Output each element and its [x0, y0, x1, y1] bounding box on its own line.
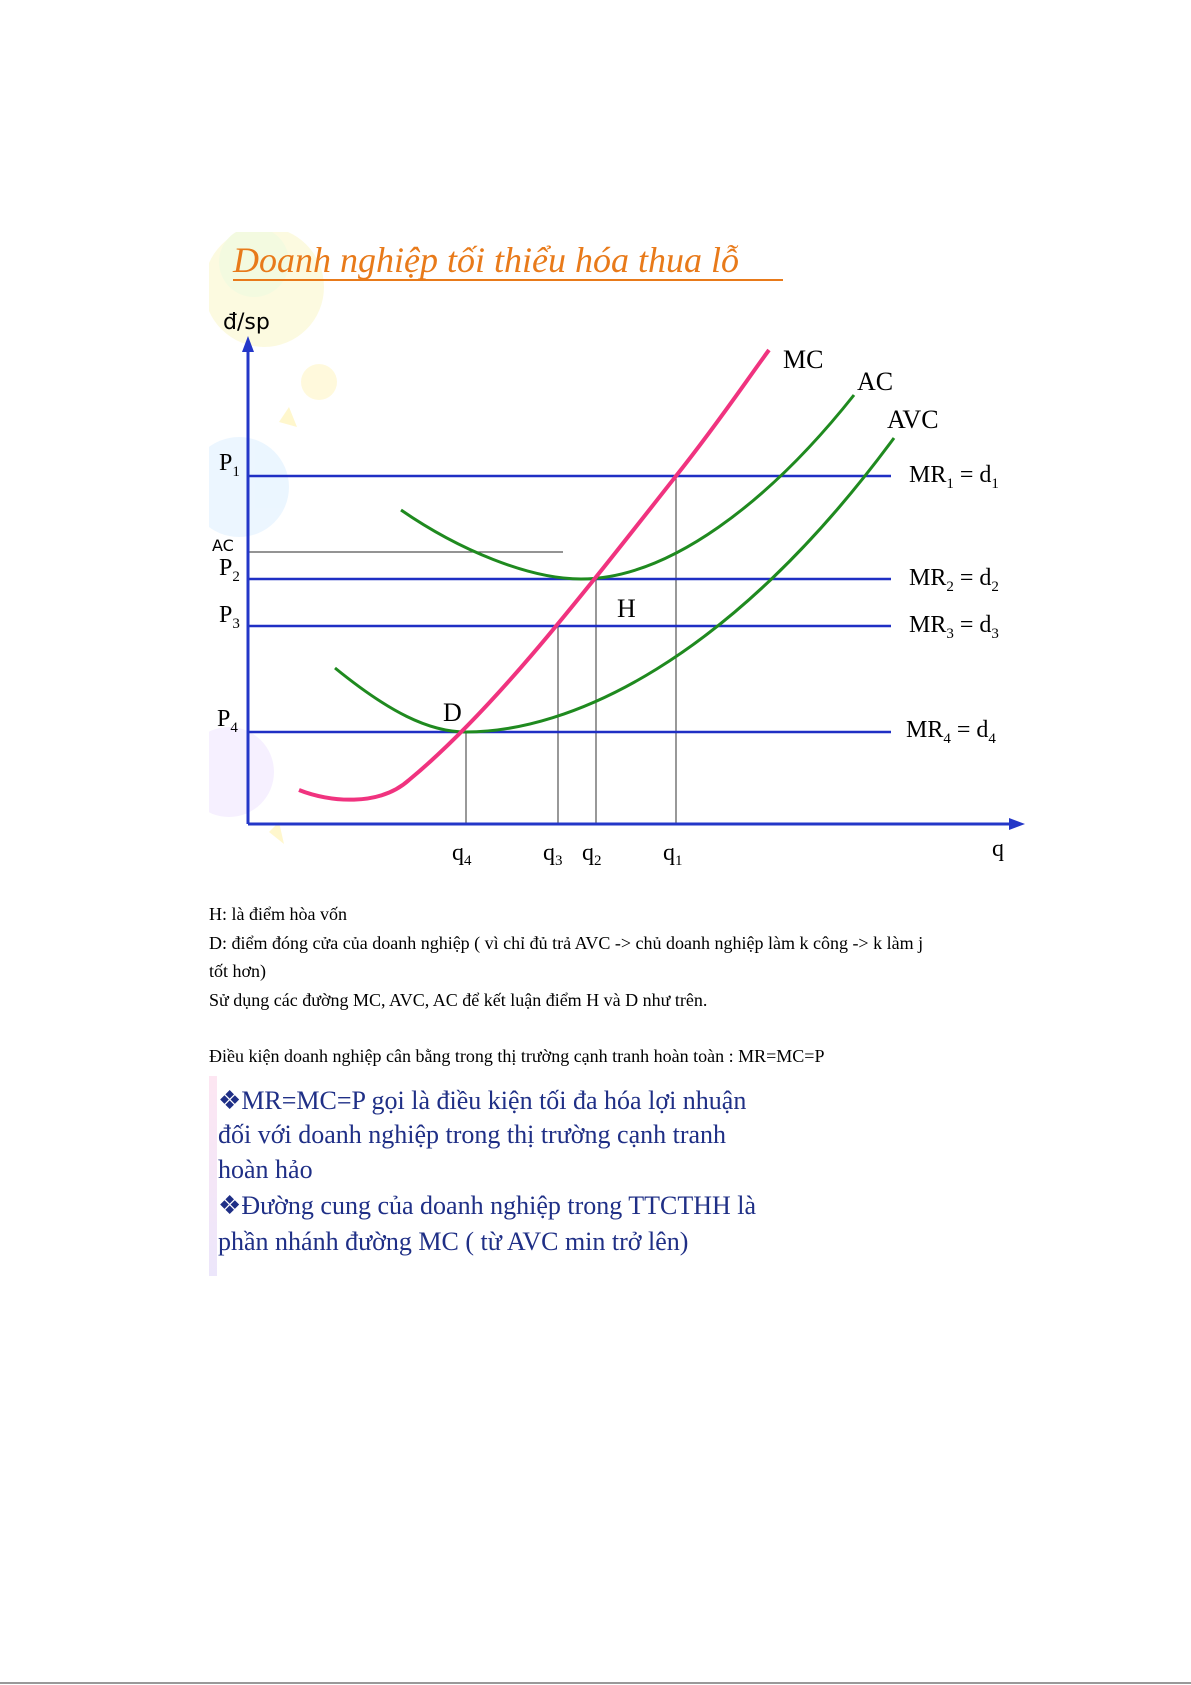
q3-label: $q_3$ [543, 840, 563, 869]
point-d-label: D [443, 698, 462, 727]
ac-price-label: AC [212, 536, 234, 555]
y-axis-label: đ/sp [223, 310, 270, 335]
bullet-1-line-1: ❖MR=MC=P gọi là điều kiện tối đa hóa lợi nhuận [218, 1086, 747, 1115]
note-d-point: D: điểm đóng cửa của doanh nghiệp ( vì chỉ đủ trả AVC -> chủ doanh nghiệp làm k công -> k làm j [209, 933, 924, 953]
x-axis-arrow [1009, 818, 1025, 830]
bullet-2-line-1: ❖Đường cung của doanh nghiệp trong TTCTHH là [218, 1191, 757, 1220]
note-h-point: H: là điểm hòa vốn [209, 904, 347, 924]
bullet-1-line-2: đối với doanh nghiệp trong thị trường cạnh tranh [218, 1120, 727, 1149]
p2-label: $P_2$ [219, 555, 240, 585]
bullet-diamond-icon: ❖ [218, 1086, 242, 1115]
ac-label: AC [857, 367, 894, 396]
mr4-label: $MR_4 = d_4$ [906, 717, 996, 747]
bullet-slide-excerpt [209, 1076, 839, 1276]
bullet-1-line-3: hoàn hảo [218, 1155, 313, 1184]
avc-curve [335, 438, 894, 732]
mc-label: MC [783, 345, 824, 374]
guide-lines [248, 474, 676, 824]
page-bottom-rule [0, 1682, 1191, 1684]
q2-label: $q_2$ [582, 840, 602, 869]
note-d-point-cont: tốt hơn) [209, 961, 267, 981]
avc-label: AVC [887, 405, 939, 434]
p1-label: $P_1$ [219, 450, 240, 480]
slide-title: Doanh nghiệp tối thiểu hóa thua lỗ [233, 240, 739, 280]
mr3-label: $MR_3 = d_3$ [909, 612, 999, 642]
bullet-diamond-icon: ❖ [218, 1191, 242, 1220]
mr2-label: $MR_2 = d_2$ [909, 565, 999, 595]
point-h-label: H [617, 594, 636, 623]
bullet-2-line-2: phần nhánh đường MC ( từ AVC min trở lên) [218, 1227, 689, 1256]
p3-label: $P_3$ [219, 602, 240, 632]
note-usage: Sử dụng các đường MC, AVC, AC để kết luận điểm H và D như trên. [209, 990, 708, 1010]
slide-edge-decoration [209, 1076, 217, 1276]
p4-label: $P_4$ [217, 706, 238, 736]
q1-label: $q_1$ [663, 840, 683, 869]
x-axis-label: q [992, 836, 1004, 862]
note-equilibrium: Điều kiện doanh nghiệp cân bằng trong thị trường cạnh tranh hoàn toàn : MR=MC=P [209, 1046, 825, 1066]
q4-label: $q_4$ [452, 840, 472, 869]
mr1-label: $MR_1 = d_1$ [909, 462, 999, 492]
mr-lines [248, 476, 891, 732]
slide-image [209, 232, 1037, 874]
